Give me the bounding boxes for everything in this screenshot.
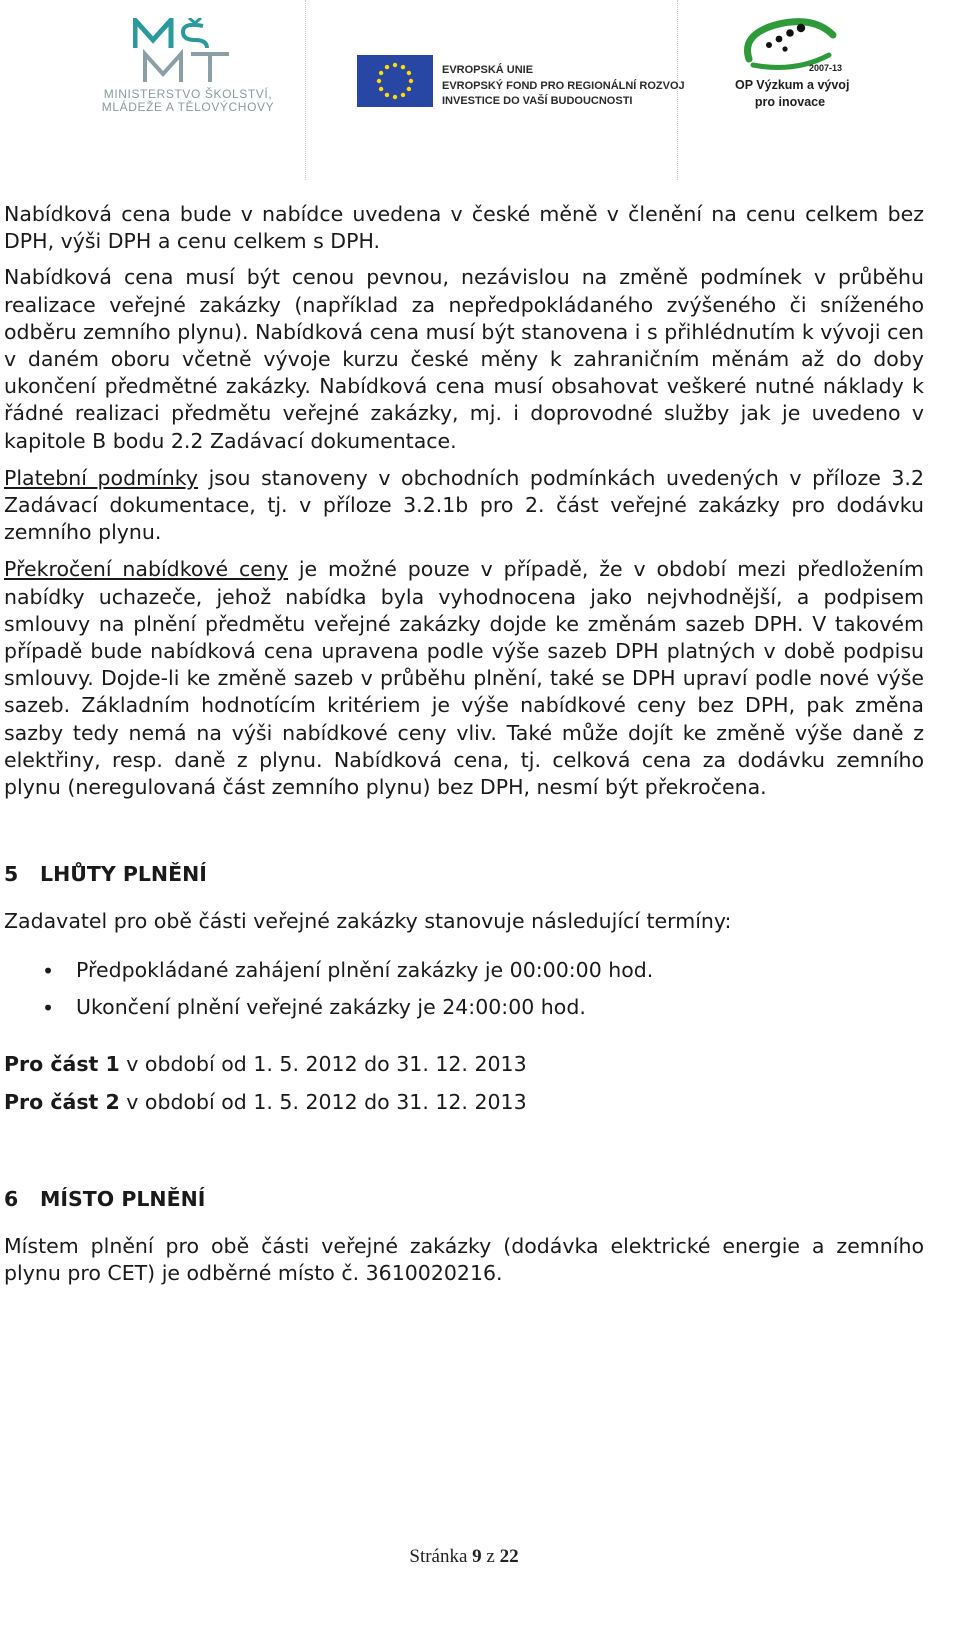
op-line-1: OP Výzkum a vývoj [735,78,850,92]
current-page-number: 9 [472,1546,482,1567]
list-item [4,994,924,1021]
section-6-text: Místem plnění pro obě části veřejné zakázky (dodávka elektrické energie a zemního plynu pro CET) je odběrné místo č. 3610020216. [4,1233,924,1286]
header-divider [305,0,306,180]
op-year-label: 2007-13 [809,63,843,73]
eu-flag-icon [357,55,433,107]
section-5-intro: Zadavatel pro obě části veřejné zakázky stanovuje následující termíny: [4,909,732,934]
msmt-monogram-icon [133,18,243,84]
footer-middle: z [481,1546,500,1567]
part-1-label: Pro část 1 [4,1052,120,1077]
page-header [0,0,960,180]
eu-line-1: EVROPSKÁ UNIE [442,64,534,76]
section-6-heading [4,1185,924,1213]
section-5-heading [4,860,924,888]
document-body [4,201,924,1287]
msmt-line-1: MINISTERSTVO ŠKOLSTVÍ, [103,87,273,101]
part-2-label: Pro část 2 [4,1089,120,1114]
op-logo-text [735,77,850,111]
eu-logo-text [442,63,685,110]
deadline-end: Ukončení plnění veřejné zakázky je 24:00:00 hod. [76,995,586,1020]
payment-terms-term: Platební podmínky [4,465,199,490]
msmt-logo [88,18,288,118]
list-item [4,957,924,984]
bullet-icon: • [42,996,55,1021]
part-2-period [4,1089,924,1116]
msmt-line-2: MLÁDEŽE A TĚLOVÝCHOVY [101,100,275,114]
eu-line-2: EVROPSKÝ FOND PRO REGIONÁLNÍ ROZVOJ [442,79,685,92]
paragraph-price-overrun [4,556,924,801]
total-pages: 22 [499,1546,519,1567]
section-6-number: 6 [4,1186,19,1211]
op-vavpi-logo [735,15,850,115]
price-overrun-text: je možné pouze v případě, že v období mezi předložením nabídky uchazeče, jehož nabídka byla vyhodnocena jako nejvhodnější, a podpisem smlouvy na plnění předmětu veřejné zakázky dojde ke změnám sazeb DPH. V takovém případě bude nabídková cena upravena podle výše sazeb DPH platných v době podpisu smlouvy. Dojde-li ke změně sazeb v průběhu plnění, také se DPH upraví podle nové výše sazeb. Základním hodnotícím kritériem je výše nabídkové ceny bez DPH, pak změna sazby tedy nemá na výši nabídkové ceny vliv. Také může dojít ke změně výše daně z elektřiny, resp. daně z plynu. Nabídková cena, tj. celková cena za dodávku zemního plynu (neregulovaná část zemního plynu) bez DPH, nesmí být překročena. [4,557,924,800]
deadline-list [4,957,924,1021]
part-1-text: v období od 1. 5. 2012 do 31. 12. 2013 [119,1052,527,1077]
paragraph-fixed-price: Nabídková cena musí být cenou pevnou, nezávislou na změně podmínek v průběhu realizace veřejné zakázky (například za nepředpokládaného zvýšeného či sníženého odběru zemního plynu). Nabídková cena musí být stanovena i s přihlédnutím k vývoji cen v daném oboru včetně vývoje kurzu české měny k zahraničním měnám až do doby ukončení předmětné zakázky. Nabídková cena musí obsahovat veškeré nutné náklady k řádné realizaci předmětu veřejné zakázky, mj. i doprovodné služby jak je uvedeno v kapitole B bodu 2.2 Zadávací dokumentace. [4,265,924,453]
section-5-number: 5 [4,862,19,887]
eu-logo [357,55,685,110]
deadline-start: Předpokládané zahájení plnění zakázky je 00:00:00 hod. [76,958,654,983]
op-line-2: pro inovace [754,95,826,109]
page-footer [0,1546,928,1568]
section-6-title: MÍSTO PLNĚNÍ [40,1186,206,1211]
paragraph-price-currency: Nabídková cena bude v nabídce uvedena v české měně v členění na cenu celkem bez DPH, výši DPH a cenu celkem s DPH. [4,202,924,254]
msmt-logo-text [88,88,288,114]
footer-prefix: Stránka [409,1546,473,1567]
paragraph-payment-terms [4,465,924,547]
price-overrun-term: Překročení nabídkové ceny [4,557,288,582]
section-5-title: LHŮTY PLNĚNÍ [40,862,207,887]
part-2-text: v období od 1. 5. 2012 do 31. 12. 2013 [119,1089,527,1114]
payment-terms-text: jsou stanoveny v obchodních podmínkách uvedených v příloze 3.2 Zadávací dokumentace, tj. v příloze 3.2.1b pro 2. část veřejné zakázky pro dodávku zemního plynu. [4,465,924,545]
op-swoosh-icon [735,15,845,77]
part-1-period [4,1051,924,1078]
bullet-icon: • [42,959,55,984]
eu-line-3: INVESTICE DO VAŠÍ BUDOUCNOSTI [442,95,633,107]
